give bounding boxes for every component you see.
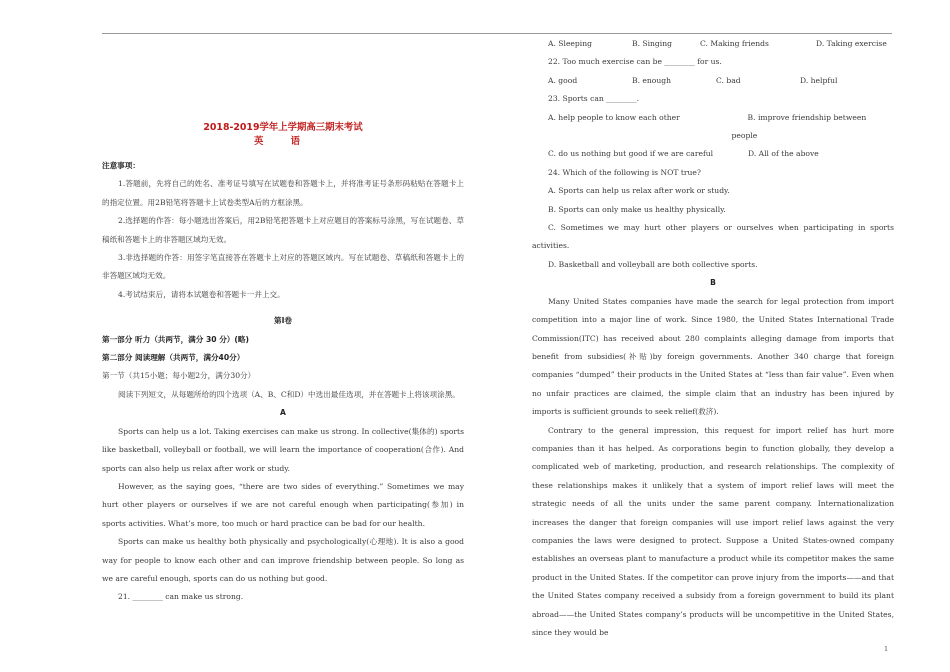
- passage-b-label: B: [710, 278, 716, 288]
- option: B. enough: [632, 75, 672, 85]
- left-column: [102, 122, 464, 607]
- header-rule: [102, 33, 892, 34]
- option: A. Sleeping: [548, 39, 592, 48]
- option: C. do us nothing but good if we are careful: [548, 149, 714, 159]
- right-column: [532, 35, 894, 642]
- question-22: 22. Too much exercise can be ________ for us.: [548, 57, 722, 67]
- notice-item: 1.答题前，先将自己的姓名、准考证号填写在试题卷和答题卡上，并将准考证号条形码粘贴在答题卡上的指定位置。用2B铅笔将答题卡上试卷类型A后的方框涂黑。: [102, 179, 464, 207]
- notice-heading: 注意事项：: [102, 161, 140, 170]
- option: B. Sports can only make us healthy physically.: [548, 204, 726, 214]
- option: C. Sometimes we may hurt other players or ourselves when participating in sports activities.: [532, 223, 894, 251]
- option: A. good: [548, 75, 578, 85]
- option: C. bad: [716, 75, 741, 85]
- option: D. All of the above: [748, 149, 819, 159]
- notice-item: 3.非选择题的作答：用签字笔直接答在答题卡上对应的答题区域内。写在试题卷、草稿纸和答题卡上的非答题区域均无效。: [102, 253, 464, 281]
- notice-item: 4.考试结束后，请将本试题卷和答题卡一并上交。: [118, 289, 285, 299]
- exam-title: 2018-2019学年上学期高三期末考试: [203, 122, 363, 133]
- option: D. Basketball and volleyball are both collective sports.: [548, 259, 758, 269]
- question-21: 21. ________ can make us strong.: [118, 592, 244, 602]
- volume-heading: 第Ⅰ卷: [273, 316, 292, 326]
- option: B. improve friendship between people: [731, 112, 867, 141]
- page-number: 1: [884, 645, 889, 653]
- part2-heading: 第二部分 阅读理解（共两节，满分40分）: [102, 353, 245, 363]
- section1-heading: 第一节（共15小题；每小题2分，满分30分）: [102, 371, 256, 381]
- option: A. help people to know each other: [548, 112, 680, 122]
- passage-b-paragraph: Contrary to the general impression, this request for import relief has hurt more companies than it has helped. As corporations begin to function globally, they develop a complicated web of marketing, production, and research relationships. The complexity of these relationships makes it unlikely that a system of import relief laws will meet the strategic needs of all the units under the same parent company. Internationalization increases the danger that foreign companies will use import relief laws against the very companies the laws were designed to protect. Suppose a United States-owned company establishes an overseas plant to manufacture a product while its competitor makes the same product in the United States. If the competitor can prove injury from the imports——and that the United States company received a subsidy from a foreign government to build its plant abroad——the United States company’s products will be uncompetitive in the United States, since they would be: [532, 425, 894, 637]
- option: D. helpful: [800, 75, 838, 85]
- q22-options: [532, 72, 894, 90]
- passage-b-paragraph: Many United States companies have made the search for legal protection from import competition into a major line of work. Since 1980, the United States International Trade Commission(ITC) has received about 280 complaints alleging damage from imports that benefit from subsidies(补贴)by foreign governments. Another 340 charge that foreign companies “dumped” their products in the United States at “less than fair value”. Even when no unfair practices are claimed, the simple claim that an industry has been injured by imports is sufficient grounds to seek relief(救济).: [532, 296, 894, 417]
- option: A. Sports can help us relax after work or study.: [548, 186, 730, 196]
- question-23: 23. Sports can ________.: [548, 94, 639, 104]
- passage-a-paragraph: Sports can help us a lot. Taking exercises can make us strong. In collective(集体的) sports like basketball, volleyball or football, we will learn the importance of cooperation(合作). And sports can also help us relax after work or study.: [102, 426, 464, 473]
- passage-a-paragraph: Sports can make us healthy both physically and psychologically(心理地). It is also a good way for people to know each other and can improve friendship between people. So long as we are careful enough, sports can do us nothing but good.: [102, 537, 464, 583]
- question-24: 24. Which of the following is NOT true?: [548, 167, 701, 177]
- q23-options-cd: [532, 145, 894, 163]
- notice-item: 2.选择题的作答：每小题选出答案后，用2B铅笔把答题卡上对应题目的答案标号涂黑，写在试题卷、草稿纸和答题卡上的非答题区域均无效。: [102, 216, 464, 244]
- passage-a-paragraph: However, as the saying goes, “there are two sides of everything.” Sometimes we may hurt other players or ourselves if we are not careful enough when participating(参加) in sports activities. What’s more, too much or hard practice can be bad for our health.: [102, 481, 464, 528]
- option: C. Making friends: [700, 39, 769, 48]
- q21-options: [532, 35, 894, 53]
- option: B. Singing: [632, 39, 672, 48]
- q23-options-ab: [532, 109, 894, 146]
- passage-a-label: A: [280, 408, 286, 418]
- exam-subject: 英 语: [253, 136, 312, 147]
- option: D. Taking exercise: [816, 39, 887, 48]
- reading-instruction: 阅读下列短文，从每题所给的四个选项（A、B、C和D）中选出最佳选项，并在答题卡上将该项涂黑。: [118, 389, 460, 399]
- part1-heading: 第一部分 听力（共两节，满分 30 分）(略): [102, 334, 249, 344]
